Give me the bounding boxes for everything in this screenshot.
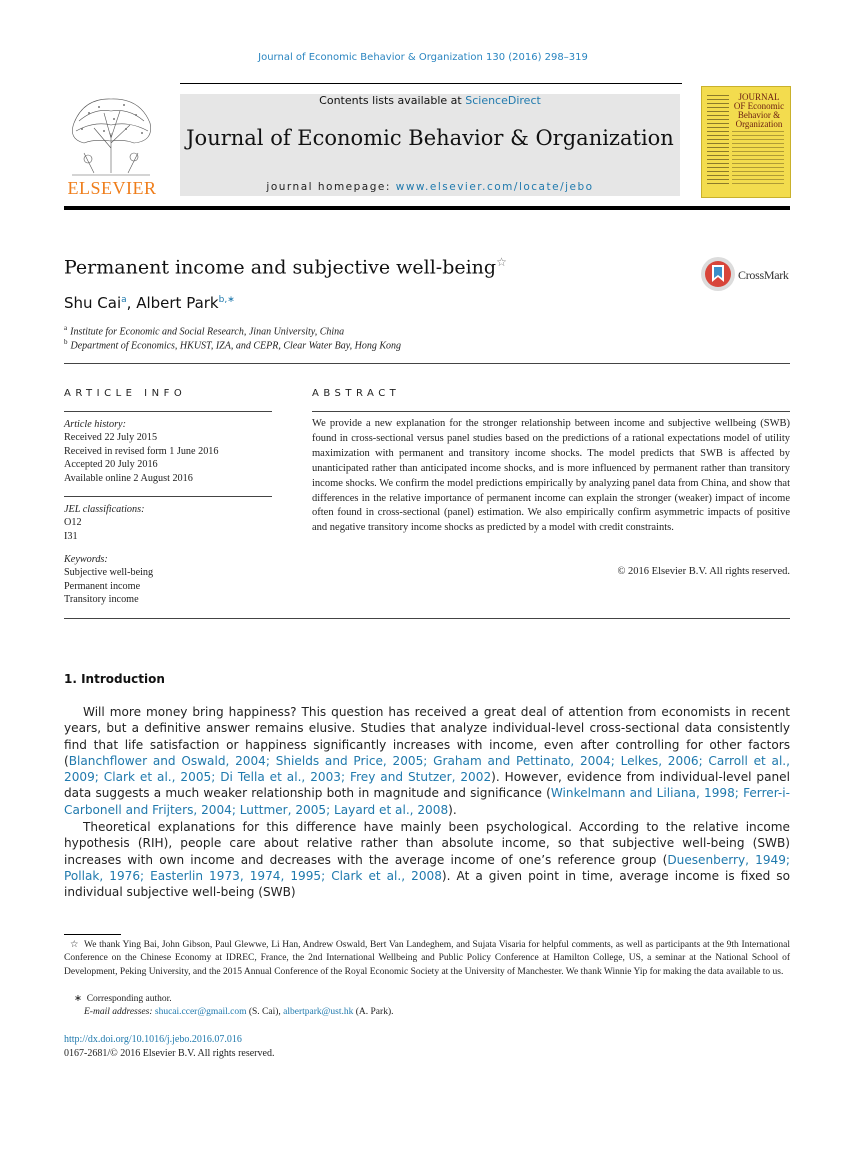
p2-text-a: Theoretical explanations for this difference have mainly been psychological. According to the relative income hypothesis (RIH), people care about relative rather than absolute income, so that subjective well-being (SWB) increases with own income and decreases with the average income of one’s reference group ( (64, 820, 790, 867)
affiliation-a-text: Institute for Economic and Social Research, Jinan University, China (70, 326, 345, 338)
contents-prefix: Contents lists available at (319, 94, 466, 107)
author-2-affil-mark[interactable]: b,∗ (218, 295, 235, 305)
affiliation-a (64, 324, 344, 337)
paper-title (64, 255, 507, 278)
keyword-3: Transitory income (64, 594, 139, 606)
email-link-cai[interactable]: shucai.ccer@gmail.com (154, 1007, 247, 1017)
elsevier-wordmark: ELSEVIER (67, 178, 157, 198)
author-2: Albert Park (136, 294, 219, 312)
cover-side-lines (707, 95, 729, 187)
sciencedirect-link[interactable]: ScienceDirect (465, 94, 541, 107)
crossmark-label: CrossMark (738, 268, 789, 282)
keywords-label: Keywords: (64, 554, 108, 565)
abstract-text: We provide a new explanation for the stronger relationship between income and subjective wellbeing (SWB) found in cross-sectional versus panel studies based on the predictions of a rational expectations model of utility maximization with permanent and transitory income shocks. The model predicts that SWB is affected by unanticipated rather than anticipated income shocks, and is more influenced by permanent rather than transitory income shocks. We confirm the model predictions empirically by analyzing panel data from China, and show that differences in the relative importance of permanent income can explain the stronger (weaker) impact of income often found in cross-sectional (panel) estimation. We also empirically confirm asymmetric impacts of positive and negative transitory income shocks as predicted by a model with credit constraints. (312, 418, 790, 534)
jel-code-1: O12 (64, 517, 82, 529)
footnote-1-mark: ☆ (70, 940, 79, 950)
p1-citation-1[interactable]: Blanchflower and Oswald, 2004; Shields and Price, 2005; Graham and Pettinato, 2004; Lelkes, 2006; Carroll et al., 2009; Clark et al., 2005; Di Tella et al., 2003; Frey and Stutzer, 2002 (64, 753, 790, 785)
author-list (64, 294, 235, 312)
keywords-block (64, 553, 274, 607)
history-label: Article history: (64, 419, 126, 430)
p1-citation-2[interactable]: Winkelmann and Liliana, 1998; Ferrer-i-Carbonell and Frijters, 2004; Luttmer, 2005; Layard et al., 2008 (64, 786, 790, 817)
history-accepted: Accepted 20 July 2016 (64, 459, 158, 471)
author-1: Shu Cai (64, 294, 122, 312)
p1-text-c: ). (448, 802, 457, 817)
author-separator: , (126, 294, 137, 312)
abstract-rule (312, 411, 790, 412)
author-1-affil-mark[interactable]: a (121, 295, 127, 305)
running-head: Journal of Economic Behavior & Organization 130 (2016) 298–319 (258, 52, 588, 63)
paper-title-text: Permanent income and subjective well-being (64, 256, 497, 279)
jel-label: JEL classifications: (64, 504, 145, 515)
history-received: Received 22 July 2015 (64, 432, 158, 444)
p2-citation[interactable]: Duesenberry, 1949; Pollak, 1976; Easterlin 1973, 1974, 1995; Clark et al., 2008 (64, 852, 791, 883)
article-history (64, 418, 274, 485)
abstract-heading: ABSTRACT (312, 388, 401, 399)
email-link-park[interactable]: albertpark@ust.hk (283, 1007, 354, 1017)
email-label: E-mail addresses: (84, 1007, 155, 1017)
journal-title: Journal of Economic Behavior & Organization (186, 126, 674, 150)
article-info-rule (64, 411, 272, 412)
p1-text-a: Will more money bring happiness? This question has received a great deal of attention from economists in recent years, but a definitive answer remains elusive. Studies that analyze individual-level cross-sectional data consistently find that life satisfaction or happiness significantly increases with income, even after controlling for other factors ( (64, 705, 790, 768)
footnote-1-text: We thank Ying Bai, John Gibson, Paul Glewwe, Li Han, Andrew Oswald, Bert Van Landeghem, and Sujata Visaria for helpful comments, as well as participants at the 9th International Conference on the Chinese Economy at IDREC, France, the 2nd International Wellbeing and Public Policy Conference at Hamilton College, US, a seminar at the National School of Development, Peking University, and the 2015 Annual Conference of the Royal Economic Society at the University of Manchester. We thank Winnie Yip for making the data available to us. (64, 940, 790, 977)
email-1-owner: (S. Cai), (246, 1007, 284, 1017)
footnote-corresponding (64, 993, 790, 1006)
crossmark-badge[interactable] (700, 256, 794, 292)
crossmark-icon (700, 256, 736, 292)
homepage-link[interactable]: www.elsevier.com/locate/jebo (395, 181, 594, 193)
footnote-emails (64, 1006, 790, 1019)
top-rule (180, 83, 682, 84)
header-thick-rule (64, 206, 790, 210)
history-rule (64, 496, 272, 497)
title-footnote-mark[interactable]: ☆ (496, 255, 507, 269)
abstract-bottom-rule (64, 618, 790, 619)
article-info-heading: ARTICLE INFO (64, 388, 187, 399)
journal-cover-thumbnail (701, 86, 791, 198)
affiliation-b-mark: b (64, 338, 68, 346)
jel-code-2: I31 (64, 530, 78, 542)
intro-paragraph-1 (64, 704, 790, 818)
email-2-owner: (A. Park). (353, 1007, 394, 1017)
footnote-acknowledgements (64, 939, 790, 979)
abstract-copyright: © 2016 Elsevier B.V. All rights reserved. (617, 566, 790, 577)
issn-copyright: 0167-2681/© 2016 Elsevier B.V. All rights reserved. (64, 1048, 275, 1059)
keyword-1: Subjective well-being (64, 567, 154, 579)
footnote-2-mark: ∗ (74, 994, 82, 1004)
affiliation-b (64, 338, 401, 351)
keyword-2: Permanent income (64, 580, 141, 592)
affiliation-b-text: Department of Economics, HKUST, IZA, and CEPR, Clear Water Bay, Hong Kong (70, 340, 402, 352)
homepage-line (180, 181, 680, 193)
history-online: Available online 2 August 2016 (64, 472, 193, 484)
jel-block (64, 503, 274, 543)
p1-text-b: ). However, evidence from individual-level panel data suggests a much weaker relationship both in magnitude and significance ( (64, 770, 790, 801)
footnote-rule (64, 934, 121, 935)
doi-link[interactable]: http://dx.doi.org/10.1016/j.jebo.2016.07.016 (64, 1034, 242, 1045)
affiliation-rule (64, 363, 790, 364)
intro-paragraph-2 (64, 819, 790, 900)
footnote-2-text: Corresponding author. (86, 994, 172, 1004)
history-revised: Received in revised form 1 June 2016 (64, 445, 219, 457)
affiliation-a-mark: a (64, 324, 68, 332)
p2-text-b: ). At a given point in time, average income is fixed so individual subjective well-being (SWB) (64, 868, 790, 900)
cover-title: JOURNAL OF Economic Behavior & Organization (733, 92, 785, 129)
cover-body-lines (732, 131, 784, 187)
section-title-introduction: 1. Introduction (64, 672, 165, 686)
contents-line (180, 94, 680, 107)
homepage-prefix: journal homepage: (266, 181, 396, 193)
